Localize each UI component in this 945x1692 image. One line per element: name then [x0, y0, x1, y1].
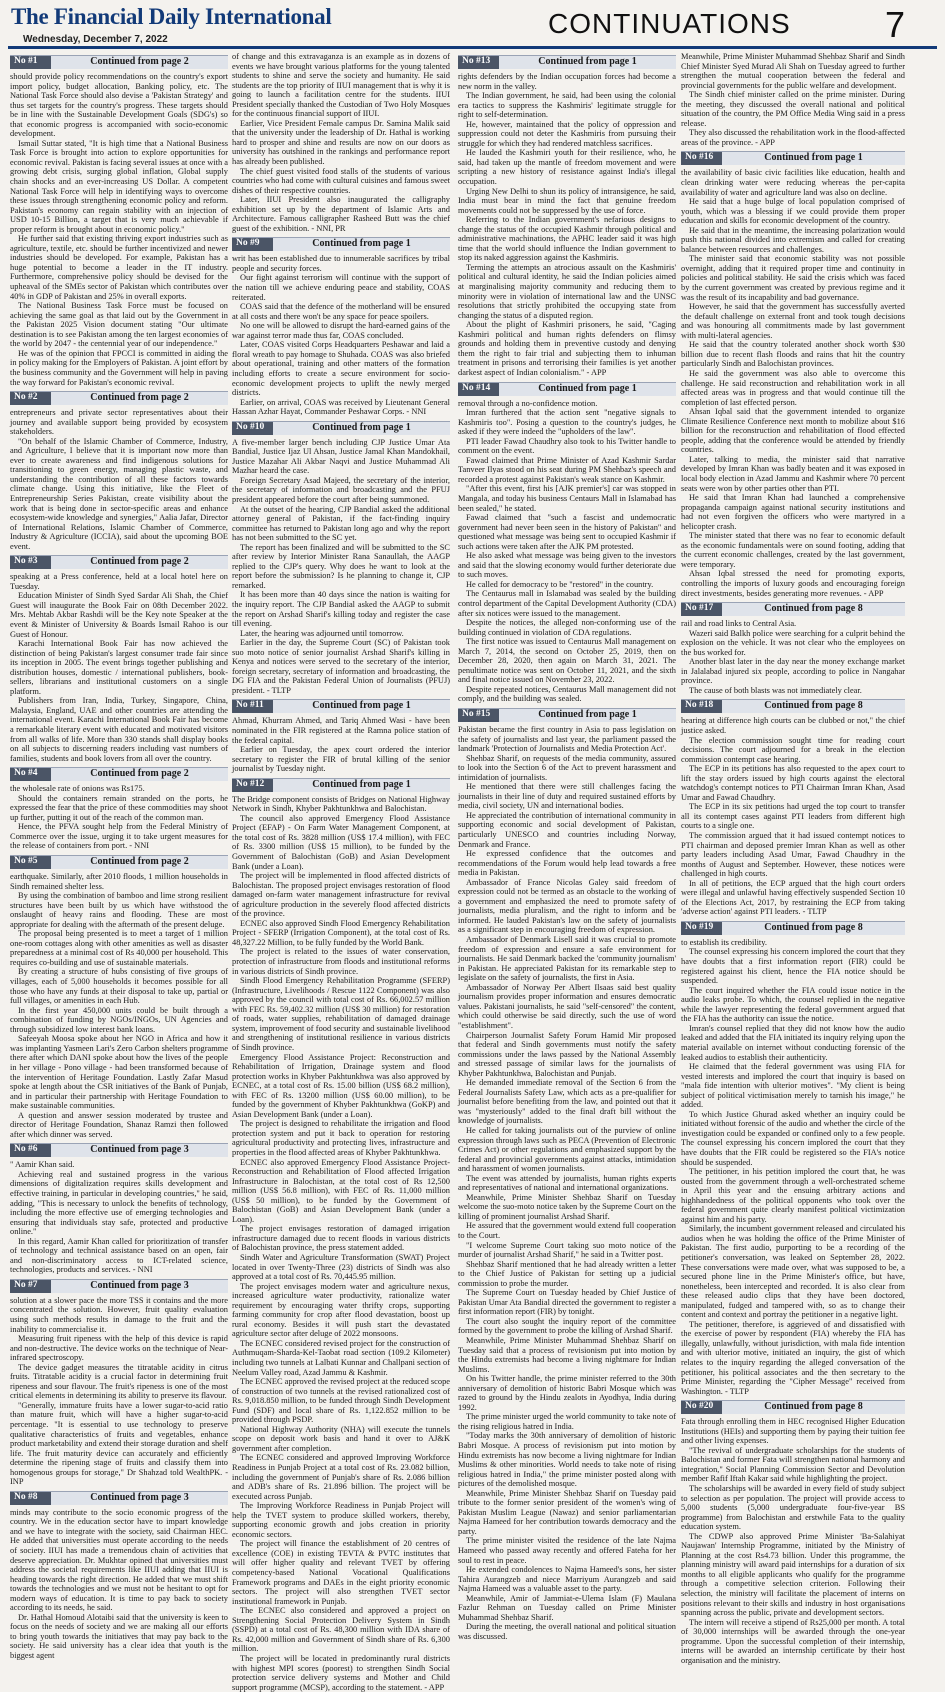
paragraph: of change and this extravaganza is an example as in dozens of events we have brought various platforms for the young talented students to shine and serve the society and humanity. He said students are the top priority of IIUI management that is why it is going to launch a facilitation centre for the students. IIUI President specially thanked the Custodian of Two Holy Mosques for the continuous financial support of IIUI. [232, 52, 450, 119]
paragraph: He called for taking journalists out of the purview of online expression through laws such as PECA (Prevention of Electronic Crimes Act) or other regulations and emphasized support by the federal and provincial governments against attacks, intimidation and harassment of women journalists. [458, 1125, 676, 1174]
article-body [10, 1296, 228, 1487]
continued-from-label: Continued from page 2 [51, 392, 228, 405]
paragraph: The National Business Task Force must be focused on achieving the same goal as that laid out by the Government in the Pakistan 2025 Vision document stating "Our ultimate destination is to see Pakistan among the ten largest economies of the world by 2047 - the centennial year of our independence." [10, 301, 228, 349]
paragraph: earthquake. Similarly, after 2010 floods, 1 million households in Sindh remained shelter less. [10, 872, 228, 891]
article-body [681, 716, 905, 916]
paragraph: Despite the notices, the alleged non-conforming use of the building continued in violation of CDA regulations. [458, 618, 676, 637]
paragraph: Publishers from Iran, India, Turkey, Singapore, China, Malaysia, England, UAE and other countries are attending the international event. Karachi International Book Fair has become a remarkable literary event with educated and motivated visitors from all walks of life. More than 330 stands shall display books on all subjects to discerning readers including vast numbers of families, students and book lovers from all over the country. [10, 696, 228, 763]
continued-from-label: Continued from page 1 [273, 422, 450, 435]
paragraph: He claimed that the federal government was using FIA for vested interests and implored the court that inquiry is based on "mala fide intention with ulterior motives". "My client is being subject of political victimisation merely to tarnish his image," he added. [681, 1062, 905, 1110]
paragraph: To which Justice Ghurad asked whether an inquiry could be initiated without forensic of the audio and whether the circle of the investigation could be expanded or confined only to a few people. The counsel expressing his concern implored the court that they have doubts that the FIR could be registered so the FIA's notice should be suspended. [681, 1109, 905, 1167]
paragraph: The petitioner, therefore, is aggrieved of and dissatisfied with the exercise of power by respondent (FIA) whereby the FIA has illegally, unlawfully, without jurisdiction, with mala fide intention and with ulterior motive, initiated an inquiry, the gist of which relates to the inquiry regarding the alleged conversation of the petitioner, his political associates and the then secretary to the Prime Minister, regarding the "Cipher Message" received from Washington. - TLTP [681, 1319, 905, 1396]
article-number: No #1 [10, 56, 51, 69]
paragraph: rail and road links to Central Asia. [681, 619, 797, 629]
paragraph: The counsel expressing his concern implored the court that they have doubts that a first information report (FIR) could be registered against his client, hence the FIA notice should be suspended. [681, 947, 905, 986]
continued-from-label: Continued from page 1 [499, 383, 676, 396]
article-number: No #15 [458, 709, 499, 722]
article-body [681, 52, 905, 147]
paragraph: entrepreneurs and private sector representatives about their journey and available support being provided by ecosystem stakeholders. [10, 408, 228, 437]
paragraph: The Bridge component consists of Bridges on National Highway Network in Sindh, Khyber Pakhtunkhwa and Balochistan. [232, 794, 450, 814]
article-number: No #7 [10, 1280, 51, 1293]
article [232, 778, 450, 1692]
column-4 [681, 52, 905, 1665]
article [10, 1143, 228, 1275]
article-body [232, 254, 450, 416]
paragraph: The project is designed to rehabilitate the irrigation and flood protection system and put it back to operation for restoring agricultural productivity and protecting lives, infrastructure and properties in the flood affected areas of Khyber Pakhtunkhwa. [232, 1119, 450, 1157]
paragraph: National Highway Authority (NHA) will execute the tunnels scope on deposit work basis and hand it over to AJ&K government after completion. [232, 1424, 450, 1453]
paragraph: The Indian government, he said, had been using the colonial era tactics to suppress the Kashmiris' legitimate struggle for right to self-determination. [458, 91, 676, 120]
paragraph: Measuring fruit ripeness with the help of this device is rapid and non-destructive. The device works on the technique of Near-infrared spectroscopy. [10, 1334, 228, 1363]
paragraph: Fata through enrolling them in HEC recognised Higher Education Institutions (HEIs) and supporting them by paying their tuition fee and other living expenses. [681, 1417, 905, 1446]
paragraph: "Today marks the 30th anniversary of demolition of historic Babri Mosque. A process of revisionism put into motion by Hindu extremists has now become a living nightmare for Indian Muslims & other minorities. World needs to take note of rising religious hatred in India," the prime minister posted along with pictures of the demolished mosque. [458, 1431, 676, 1489]
paragraph: The court inquired whether the FIA could issue notice in the audio leaks probe. To which, the counsel replied in the negative while the lawyer representing the federal government argued that the FIA has the authority can issue the notice. [681, 985, 905, 1024]
paragraph: rights defenders by the Indian occupation forces had become a new norm in the valley. [458, 72, 676, 91]
paragraph: Hence, the PFVA sought help from the Federal Ministry of Commerce over the issue, urging it to take urgent measures for the release of containers from port. - NNI [10, 822, 228, 851]
paragraph: He appreciated the contribution of international community in supporting economic and social development of Pakistan, particularly UNESCO and countries including Norway, Denmark and France. [458, 810, 676, 849]
paragraph: It has been more than 40 days since the nation is waiting for the inquiry report. The CJP Bandial asked the AAGP to submit the report on Arshad Sharif's killing today and register the case till evening. [232, 590, 450, 629]
article-body [232, 52, 450, 233]
paragraph: The council also approved Emergency Flood Assistance Project (EFAP) - On Farm Water Management Component, at the total cost of Rs. 3828 million (US$ 17.4 million), with FEC of Rs. 3300 million (US$ 15 million), to be funded by the Government of Balochistan (GoB) and Asian Development Bank (under a Loan). [232, 813, 450, 871]
article-number: No #13 [458, 56, 499, 69]
continuation-header [681, 699, 905, 713]
paragraph: Shehbaz Sharif mentioned that he had already written a letter to the Chief Justice of Pakistan for setting up a judicial commission to probe the murder. [458, 1259, 676, 1288]
paragraph: He mentioned that there were still challenges facing the journalists in their line of duty and required sustained efforts by media, civil society, UN and international bodies. [458, 782, 676, 811]
article-number: No #20 [681, 1401, 722, 1414]
article-number: No #19 [681, 922, 722, 935]
paragraph: The commission argued that it had issued contempt notices to PTI chairman and deposed premier Imran Khan as well as other party leaders including Asad Umar, Fawad Chaudhry in the months of August and September. However, these notices were challenged in high courts. [681, 831, 905, 879]
paragraph: Imran furthered that the action sent "negative signals to Kashmiris too". Posing a question to the country's judges, he asked if they were indeed the "upholders of the law". [458, 408, 676, 437]
paragraph: Referring to the Indian government's nefarious designs to change the status of the occupied Kashmir through political and administrative machinations, the APHC leader said it was high time that the world should influence the Indian government to stop its naked aggression against the Kashmiris. [458, 215, 676, 263]
paragraph: The petitioner, in his petition implored the court that, he was ousted from the government through a well-orchestrated scheme in April this year and the ensuing arbitrary actions and highhandedness of the political opponents who took over the federal government quite clearly manifest political victimization against him and his party. [681, 1167, 905, 1224]
paragraph: Education Minister of Sindh Syed Sardar Ali Shah, the Chief Guest will inaugurate the Book Fair on 08th December 2022. Mrs. Mehtab Akbar Rashdi will be the Key note Speaker at the event & Minister of University & Boards Ismail Rahoo is our Guest of Honour. [10, 591, 228, 639]
paragraph: Pakistan became the first country in Asia to pass legislation on the safety of journalists and last year, the parliament passed the landmark 'Protection of Journalists and Media Protection Act'. [458, 725, 676, 754]
continuation-header [10, 767, 228, 781]
article [10, 55, 228, 387]
paragraph: Emergency Flood Assistance Project: Reconstruction and Rehabilitation of Irrigation, Drainage system and flood protection works in Khyber Pakhtunkhwa was also approved by ECNEC, at a total cost of Rs. 15.00 billion (US$ 68.2 million), with FEC of Rs. 13200 million (US$ 60.00 million), to be funded by the government of Khyber Pakhtunkhwa (GoKP) and Asian Development Bank (under a Loan). [232, 1052, 450, 1119]
continued-from-label: Continued from page 1 [499, 56, 676, 69]
article-body [10, 1160, 228, 1275]
article [10, 555, 228, 763]
paragraph: Later, IIUI President also inaugurated the calligraphy exhibition set up by the department of Islamic Arts and Architecture. Famous calligrapher Rasheed Butt was the chief guest of the exhibition. - NNI, PR [232, 195, 450, 233]
article [10, 767, 228, 851]
masthead [8, 4, 937, 50]
article [232, 421, 450, 696]
article-number: No #11 [232, 700, 273, 713]
continuation-header [10, 1491, 228, 1505]
continuation-header [458, 708, 676, 722]
paragraph: solution at a slower pace the more TSS it contains and the more concentrated the solution. However, fruit quality evaluation using such methods results in damage to the fruit and the inability to commercialise it. [10, 1295, 228, 1334]
paragraph: writ has been established due to innumerable sacrifices by tribal people and security forces. [232, 254, 450, 273]
paragraph: should provide policy recommendations on the country's export import policy, budget allocation, Banking policy, etc. The National Task Force should also devise a 'Pakistan Strategy' and thus set targets for the country's progress. These targets should be in line with the Sustainable Development Goals (SDG's) so that economic progress is accompanied with socio-economic development. [10, 72, 228, 139]
paragraph: The project will be located in predominantly rural districts with highest MPI scores (poorest) to strengthen Sindh Social protection service delivery systems and Mother and Child support programme (MCSP), according to the statement. - APP [232, 1653, 450, 1692]
article-number: No #17 [681, 603, 722, 616]
article-body [10, 72, 228, 387]
paragraph: Meanwhile, Prime Minister Muhammad Shehbaz Sharif and Sindh Chief Minister Syed Murad Ali Shah on Tuesday agreed to further strengthen the mutual cooperation between the federal and provincial governments for the public welfare and development. [681, 52, 905, 90]
paragraph: COAS said that the defence of the motherland will be ensured at all costs and there won't be any space for peace spoilers. [232, 302, 450, 321]
continuation-header [681, 921, 905, 935]
paragraph: Earlier on Tuesday, the apex court ordered the interior secretary to register the FIR of brutal killing of the senior journalist by Tuesday night. [232, 745, 450, 774]
paragraph: Sindh Flood Emergency Rehabilitation Programme (SFERP) (Infrastructure, Livelihoods / Rescue 1122 Component) was also approved by the council with total cost of Rs. 66,002.57 million with FEC Rs. 59,402.32 million (US$ 30 million) for restoration of roads, water supplies, rehabilitation of damaged drainage system, improvement of food security and sustainable livelihood and strengthening of institutional resilience in various districts of Sindh province. [232, 976, 450, 1052]
article-body [232, 716, 450, 773]
article-body [681, 1417, 905, 1665]
paragraph: "On behalf of the Islamic Chamber of Commerce, Industry, and Agriculture, I believe that it is important now more than ever to create awareness and find indigenous solutions for transitioning to green energy, managing plastic waste, and understanding the contribution of all these factors towards climate change. Using this initiative, like the Fleet of Entrepreneurship Series Pakistan, create visibility about the work that is being done in sector-specific areas and enhance ecosystem-wide knowledge and synergies," Aalia Jafar, Director of International Relations, Islamic Chamber of Commerce, Industry & Agriculture (ICCIA), said about the upcoming BOE event. [10, 436, 228, 551]
paragraph: Similarly, the incumbent government released and circulated his audios when he was holding the office of the Prime Minister of Pakistan. The first audio, purporting to be a recording of the petitioner's conversation, was leaked on September 28, 2022. These conversations were made over, what was supposed to be, a secured phone line in the Prime Minister's office, but have, nonetheless, been intercepted and recorded. It is also clear from these released audio clips that they have been doctored, manipulated, fudged and tampered with, so as to change their content and context and portray the petitioner in a negative light. [681, 1224, 905, 1320]
article-number: No #9 [232, 238, 273, 251]
paragraph: "The revival of undergraduate scholarships for the students of Balochistan and former Fata will strengthen national harmony and integration," Social Planning Commission Sector and Devolution member Rafif Iftah Kakar said while highlighting the project. [681, 1445, 905, 1484]
paragraph: No one will be allowed to disrupt the hard-earned gains of the war against terror made thus far, COAS concluded. [232, 321, 450, 340]
paragraph: Meanwhile, Prime Minister Shehbaz Sharif on Tuesday paid tribute to the former senior president of the women's wing of Pakistan Muslim League (Nawaz) and senior parliamentarian Najma Hameed for her contribution towards democracy and the party. [458, 1488, 676, 1536]
paragraph: He extended condolences to Najma Hameed's sons, her sister Tahira Aurangzeb and niece Marriyum Aurangzeb and said Najma Hameed was a valuable asset to the party. [458, 1565, 676, 1594]
paragraph: Imran's counsel replied that they did not know how the audio leaked and added that the FIA initiated its inquiry relying upon the material available on internet without conducting forensic of the leaked audios to establish their authenticity. [681, 1023, 905, 1062]
paragraph: The ECNEC considered and approved Improving Workforce Readiness in Punjab Project at a total cost of Rs. 23.082 billion, including the government of Punjab's share of Rs. 2.086 billion and ADB's share of Rs. 21.896 billion. The project will be executed across Punjab. [232, 1453, 450, 1501]
continued-from-label: Continued from page 2 [51, 556, 228, 569]
paragraph: Urging New Delhi to shun its policy of intransigence, he said, India must bear in mind the fact that genuine freedom movements could not be suppressed by the use of force. [458, 186, 676, 215]
paragraph: The ECNEC also considered and approved a project on Strengthening Social Protection Delivery System in Sindh (SSPD) at a total cost of Rs. 48,300 million with IDA share of Rs. 42,000 million and Government of Sindh share of Rs. 6,300 million. [232, 1606, 450, 1654]
continuation-header [681, 602, 905, 616]
paragraph: The proposal being presented is to meet a target of 1 million one-room cottages along with other amenities as well as disaster preparedness at a minimal cost of Rs 40,000 per household. This requires co-building and use of sustainable materials. [10, 929, 228, 967]
article-body [458, 72, 676, 378]
article-body [10, 408, 228, 551]
continued-from-label: Continued from page 1 [273, 779, 450, 792]
paragraph: In this regard, Aamir Khan called for prioritization of transfer of technology and technical assistance based on an open, fair and non-discriminatory access to ICT-related science, technologies, products and services. - NNI [10, 1236, 228, 1275]
continued-from-label: Continued from page 8 [722, 603, 905, 616]
paragraph: the availability of basic civic facilities like education, health and clean drinking water were reducing whereas the per-capita availability of water and agriculture land was also on decline. [681, 168, 905, 197]
paragraph: He further said that existing thriving export industries such as agriculture, textile, etc. should be further incentivized and newer industries should be developed. For example, Pakistan has a huge potential to become a leader in the IT industry. Furthermore, comprehensive policy should be devised for the upheaval of the SMEs sector of Pakistan which contributes over 40% in GDP of Pakistan and 25% in overall exports. [10, 234, 228, 301]
paragraph: Meanwhile, Prime Minister Shehbaz Sharif on Tuesday welcome the suo-moto notice taken by the Supreme Court on the killing of prominent journalist Arshad Sharif. [458, 1192, 676, 1221]
paragraph: The Supreme Court on Tuesday headed by Chief Justice of Pakistan Umar Ata Bandial directed the government to register a first information report (FIR) by tonight. [458, 1288, 676, 1317]
paragraph: "After this event, first his [AJK premier's] car was stopped in Mangala, and today his business Centaurs Mall in Islamabad has been sealed," he stated. [458, 484, 676, 513]
continuation-header [10, 55, 228, 69]
continued-from-label: Continued from page 1 [499, 709, 676, 722]
article-number: No #12 [232, 779, 273, 792]
paragraph: He assured that the government would extend full cooperation to the Court. [458, 1221, 676, 1240]
continuation-header [458, 382, 676, 396]
article [681, 699, 905, 916]
article [681, 151, 905, 598]
paragraph: Earlier in the day, the Supreme Court (SC) of Pakistan took suo moto notice of senior journalist Arshad Sharif's killing in Kenya and notices were served to the secretary of the interior, foreign secretary, secretary of information and broadcasting, the DG FIA and the Pakistan Federal Union of Journalists (PFUJ) president. - TLTP [232, 638, 450, 695]
article-number: No #18 [681, 700, 722, 713]
paragraph: He said that a huge bulge of local population comprised of youth, which was a blessing if we could provide them proper education and skills for economic development of the country. [681, 197, 905, 226]
paragraph: speaking at a Press conference, held at a local hotel here on Tuesday. [10, 572, 228, 591]
article-body [10, 784, 228, 851]
article-number: No #2 [10, 392, 51, 405]
paragraph: Later, the hearing was adjourned until tomorrow. [240, 628, 404, 638]
paragraph: A five-member larger bench including CJP Justice Umar Ata Bandial, Justice Ijaz Ul Ahsan, Justice Jamal Khan Mandokhail, Justice Mazahar Ali Akbar Naqvi and Justice Muhammad Ali Mazhar heard the case. [232, 437, 450, 476]
paragraph: Another blast later in the day near the money exchange market in Jalalabad injured six people, according to police in Nangahar province. [681, 657, 905, 686]
article [10, 391, 228, 551]
paragraph: The scholarships will be awarded in every field of study subject to selection as per population. The project will provide access to 5,000 students (5,000 undergraduate four-five-year BS programme) from Balochistan and erstwhile Fata to the quality education system. [681, 1484, 905, 1532]
article-number: No #16 [681, 152, 722, 165]
paragraph: The Improving Workforce Readiness in Punjab Project will help the TVET system to produce skilled workers, thereby, supporting economic growth and jobs creation in priority economic sectors. [232, 1501, 450, 1539]
paragraph: Meanwhile, Amir of Jammiat-e-Ulema Islam (F) Maulana Fazlur Rehman on Tuesday called on Prime Minister Muhammad Shehbaz Sharif. [458, 1593, 676, 1622]
continued-from-label: Continued from page 2 [51, 856, 228, 869]
continuation-header [10, 391, 228, 405]
paragraph: Achieving real and sustained progress in the various dimensions of digitalization requires skills development and effective training, in particular in developing countries," he said, adding, "This is necessary to unlock the benefits of technology, including the more effective use of emerging technologies and ensuring that individuals stay safe, protected and productive online." [10, 1169, 228, 1237]
paragraph: The project envisages modern water and agriculture nexus, increased agriculture water productivity, rationalize water requirement by encouraging water thrifty crops, supporting farming community for crop after flood devastation, boost up rural economy. Besides it will push start the devastated agriculture sector after deluge of 2022 monsoons. [232, 1281, 450, 1339]
paragraph: At the outset of the hearing, CJP Bandial asked the additional attorney general of Pakistan, if the fact-finding inquiry committee has returned to Pakistan long ago and why the report has not been submitted to the SC yet. [232, 504, 450, 543]
continuation-header [232, 237, 450, 251]
paragraph: ECNEC also approved Emergency Flood Assistance Project-Reconstruction and Rehabilitation of Flood affected Irrigation Infrastructure in Balochistan, at the total cost of Rs 12,500 million (US$ 56.8 million), with FEC of Rs. 11,000 million (US$ 50 million), to be funded by the Government of Balochistan (GoB) and Asian Development Bank (under a Loan). [232, 1157, 450, 1224]
paragraph: In the first year 450,000 units could be built through a combination of funding by NGOs/INGOs, UN Agencies and through subsidized low interest bank loans. [10, 1005, 228, 1034]
paragraph: Our fight against terrorism will continue with the support of the nation till we achieve enduring peace and stability, COAS reiterated. [232, 273, 450, 302]
paragraph: The CDWP also approved Prime Minister 'Ba-Salahiyat Naujawan' Internship Programme, initiated by the Ministry of Planning at the cost Rs4.73 billion. Under this programme, the planning ministry will award paid internships for a duration of six months to all eligible applicants who qualify for the programme through a competitive selection criterion. Following their selection, the ministry will facilitate the placement of interns on positions relevant to their skills and industry in host organisations spanning across the public, private and development sectors. [681, 1531, 905, 1618]
article [232, 699, 450, 773]
paragraph: Later, COAS visited Corps Headquarters Peshawar and laid a floral wreath to pay homage to Shuhada. COAS was also briefed about operational, training and other matters of the formation including efforts to create a secure environment for socio-economic development projects to uplift the newly merged districts. [232, 340, 450, 398]
paragraph: The project will finance the establishment of 20 centres of excellence (COE) in existing TEVTA & PVTC institutes that will offer higher quality and relevant TVET by offering competency-based National Vocational Qualifications Framework programs and DAEs in the eight priority economic sectors. The project will also strengthen TVET sector institutional framework in Punjab. [232, 1539, 450, 1606]
continued-from-label: Continued from page 2 [51, 56, 228, 69]
article-number: No #3 [10, 556, 51, 569]
article-body [232, 438, 450, 696]
continuation-header [10, 555, 228, 569]
paragraph: Should the containers remain stranded on the ports, he expressed the fear that the price of these commodities may shoot up further, putting it out of the reach of the common man. [10, 793, 228, 822]
article [681, 921, 905, 1396]
paragraph: removal through a no-confidence motion. [458, 398, 598, 408]
continuation-header [232, 699, 450, 713]
continued-from-label: Continued from page 1 [273, 238, 450, 251]
article-body [10, 872, 228, 1139]
continued-from-label: Continued from page 8 [722, 1401, 905, 1414]
paragraph: Terming the attempts an atrocious assault on the Kashmiris' political and cultural identity, he said the Indian policies aimed at marginalising majority community and reducing them to minority were in violation of international law and the UNSC resolutions that strictly prohibited the occupying state from changing the status of a disputed region. [458, 262, 676, 320]
continued-from-label: Continued from page 3 [51, 1492, 228, 1505]
paragraph: Dr. Hathal Homoud Alotaibi said that the university is keen to focus on the needs of society and we are making all our efforts to bring youth towards the initiatives that may pay back to the society. He said university has a clear idea that youth is the biggest agent [10, 1612, 228, 1661]
article-body [232, 795, 450, 1692]
paragraph: Ahsan Iqbal stressed the need for promoting exports, controlling the imports of luxury goods and encouraging foreign direct investments, besides generating more revenues. - APP [681, 569, 905, 598]
article [232, 237, 450, 416]
paragraph: The project envisages restoration of damaged irrigation infrastructure damaged due to recent floods in various districts of Balochistan province, the press statement added. [232, 1224, 450, 1253]
article-number: No #10 [232, 422, 273, 435]
paragraph: About the plight of Kashmiri prisoners, he said, "Caging Kashmiri political and human rights defenders on flimsy grounds and holding them in preventive custody and denying them the right to fair trial and subjecting them to inhuman treatment in prisons and terrorising their families is yet another darkest aspect of Indian colonialism." - APP [458, 320, 676, 377]
paragraph: However, he said that the government has successfully averted the default challenge on external front and took tough decisions and was honouring all commitments made by last government with multi-lateral agencies. [681, 302, 905, 340]
paragraph: A question and answer session moderated by trustee and director of Heritage Foundation, Shanaz Ramzi then followed after which dinner was served. [10, 1110, 228, 1139]
article [10, 1279, 228, 1487]
paragraph: ECNEC also approved Sindh Flood Emergency Rehabilitation Project - SFERP (Irrigation Component), at the total cost of Rs. 48,327.22 Million, to be fully funded by the World Bank. [232, 918, 450, 947]
paragraph: He, however, maintained that the policy of oppression and suppression could not deter the Kashmiris from pursuing their struggle for which they had rendered matchless sacrifices. [458, 119, 676, 148]
paragraph: "Generally, immature fruits have a lower sugar-to-acid ratio than mature fruit, which will have a higher sugar-to-acid percentage. "It is essential to use technology to preserve qualitative characteristics of fruits and vegetables, enhance product marketability and extend their storage duration and shelf life. The fruit maturity device can accurately and efficiently determine the ripening stage of fruits and classify them into homogenous groups for storage," Dr Shahzad told WealthPK. - INP [10, 1400, 228, 1487]
paragraph: "I welcome Supreme Court taking suo moto notice of the murder of journalist Arshad Sharif," he said in a Twitter post. [458, 1240, 676, 1260]
paragraph: The device gadget measures the titratable acidity in citrus fruits. Titratable acidity is a crucial factor in determining fruit ripeness and sour flavour. The fruit's ripeness is one of the most critical elements in determining its ability to preserve its flavour. [10, 1362, 228, 1401]
paragraph: The ECP in its petitions has also requested to the apex court to lift the stay orders issued by high courts against the electoral watchdog's contempt notices to PTI Chairman Imran Khan, Asad Umar and Fawad Chaudhry. [681, 764, 905, 802]
article [458, 382, 676, 705]
paragraph: He said that Imran Khan had launched a comprehensive propaganda campaign against national security institutions and had not even forgiven the officers who were martyred in a helicopter crash. [681, 493, 905, 531]
paragraph: The event was attended by journalists, human rights experts and representatives of national and international organizations. [458, 1173, 676, 1193]
paragraph: The ECNEC approved the revised project at the reduced scope of construction of two tunnels at the revised rationalized cost of Rs. 9,018.850 million, to be funded through Sindh Development Fund (SDF) and local share of Rs. 1,122.852 million to be provided through PSDP. [232, 1377, 450, 1425]
paragraph: Sindh Water and Agriculture Transformation (SWAT) Project located in over Twenty-Three (23) districts of Sindh was also approved at a total cost of Rs. 70,445.95 million. [232, 1252, 450, 1282]
paragraph: Meanwhile, Prime Minister Muhammad Shehbaz Sharif on Tuesday said that a process of revisionism put into motion by the Hindu extremists had become a living nightmare for Indian Muslims. [458, 1336, 676, 1374]
page-number: 7 [885, 4, 906, 45]
paragraph: He was of the opinion that FPCCI is committed in aiding the in policy making for the Employers of Pakistan. A joint effort by the business community and the Government will help in paving the way forward for Pakistan's economic revival. [10, 348, 228, 387]
continuation-header [681, 151, 905, 165]
paragraph: The court also sought the inquiry report of the committee formed by the government to probe the killing of Arshad Sharif. [458, 1316, 676, 1336]
paragraph: Karachi International Book Fair has now achieved the distinction of being Pakistan's largest consumer trade fair since its inception in 2005. The event brings together publishing and distribution houses, domestic / international publishers, book-sellers, librarians and institutional customers on a single platform. [10, 639, 228, 696]
newspaper-name: The Financial Daily International [11, 4, 332, 29]
paragraph: the wholesale rate of onions was Rs175. [10, 784, 145, 794]
paragraph: The election commission sought time for reading court decisions. The court adjourned for a break in the election commission contempt case hearing. [681, 735, 905, 764]
continuation-header [10, 855, 228, 869]
paragraph: PTI leader Fawad Chaudhry also took to his Twitter handle to comment on the event. [458, 436, 676, 456]
article-number: No #14 [458, 383, 499, 396]
paragraph: hearing at difference high courts can be clubbed or not," the chief justice asked. [681, 716, 905, 735]
paragraph: He said that the country tolerated another shock worth $30 billion due to recent flash floods and rains that hit the country particularly Sindh and Balochistan provinces. [681, 340, 905, 369]
article [10, 855, 228, 1139]
paragraph: The intern will receive a stipend of Rs25,000 per month. A total of 30,000 internships will be awarded through the one-year programme. Upon the successful completion of their internship, interns will be awarded an internship certificate by their host organisation and the ministry. [681, 1617, 905, 1665]
article-body [458, 725, 676, 1642]
paragraph: Ambassador of France Nicolas Galey said freedom of expression could not be termed as an obstacle to the working of a government and emphasized the need to promote safety of journalists, media pluralism, and the right to inform and be informed. He lauded Pakistan's law on the safety of journalists as a significant step in encouraging freedom of expression. [458, 877, 676, 935]
continued-from-label: Continued from page 1 [722, 152, 905, 165]
paragraph: to establish its credibility. [681, 937, 767, 947]
continued-from-label: Continued from page 8 [722, 922, 905, 935]
paragraph: The prime minister visited the residence of the late Najma Hameed who passed away recently and offered Fateha for her soul to rest in peace. [458, 1536, 676, 1565]
paragraph: Ahsan Iqbal said that the government intended to organize Climate Resilience Conference next month to mobilize about $16 billion for the reconstruction and rehabilitation of flood effected people, adding that the conference would be attended by friendly countries. [681, 407, 905, 455]
paragraph: " Aamir Khan said. [10, 1160, 75, 1170]
section-title: CONTINUATIONS [548, 8, 791, 39]
paragraph: Foreign Secretary Asad Majeed, the secretary of the interior, the secretary of information and broadcasting and the PFUJ president appeared before the court after being summoned. [232, 475, 450, 504]
continuation-header [10, 1279, 228, 1293]
paragraph: By creating a structure of hubs consisting of five groups of villages, each of 5,000 households it becomes possible for all those who have any funds at their disposal to take up, partial or full villages, or amenities in each Hub. [10, 967, 228, 1006]
article-number: No #6 [10, 1144, 51, 1157]
article-body [458, 399, 676, 705]
paragraph: The minister stated that there was no fear to economic default as the economic fundamentals were on sound footing, adding that the current economic challenges, created by the last government, were temporary. [681, 531, 905, 569]
paragraph: He lauded the Kashmiri youth for their resilience, who, he said, had taken up the mantle of freedom movement and were scripting a new history of resistance against India's illegal occupation. [458, 148, 676, 187]
paragraph: The minister said that economic stability was not possible overnight, adding that it required proper time and continuity in policies and political stability. He said the crisis which was faced by the current government was created by previous regime and it was the result of its incapability and bad governance. [681, 254, 905, 302]
paragraph: Ambassador of Norway Per Albert Ilsaas said best quality journalism provides proper information and ensures democratic values. Pakistani journalists, he said "self-censored" the content, which could otherwise be said directly, such the use of word "establishment". [458, 982, 676, 1030]
paragraph: Despite repeated notices, Centaurus Mall management did not comply, and the building was sealed. [458, 684, 676, 704]
paragraph: The first notice was issued to Centaurus Mall management on March 7, 2014, the second on October 25, 2019, then on December 28, 2020, then again on March 31, 2021. The penultimate notice was sent on October 11, 2021, and the sixth and final notice issued on November 23, 2022. [458, 637, 676, 685]
article [458, 708, 676, 1642]
article [681, 52, 905, 147]
article-body [10, 1508, 228, 1661]
paragraph: The chief guest visited food stalls of the students of various countries who had come with cultural cuisines and famous sweet dishes of their respective countries. [232, 166, 450, 195]
continuation-header [232, 421, 450, 435]
article-body [681, 168, 905, 598]
article [232, 52, 450, 233]
continued-from-label: Continued from page 1 [273, 700, 450, 713]
paragraph: The prime minister urged the world community to take note of the rising religious hatred in India. [458, 1412, 676, 1431]
article-number: No #8 [10, 1492, 51, 1505]
paragraph: In all of petitions, the ECP argued that the high court orders were illegal and unlawful having effectively suspended Section 10 of the Elections Act, 2017, by restraining the ECP from taking 'adverse action' against PTI leaders. - TLTP [681, 878, 905, 917]
paragraph: He expressed confidence that the outcomes and recommendations of the Forum would help lead towards a free media in Pakistan. [458, 849, 676, 878]
article-body [681, 619, 905, 695]
paragraph: minds may contribute to the socio economic progress of the country. We in the education sector have to impart knowledge and we have to integrate with the society, said Chairman HEC. He added that universities must operate according to the needs of society. IIUI has made a tremendous chain of activities that deserve appreciation. Dr. Mukhtar opined that universities must address the societal requirements like IIUI adding that IIUI is heading towards the right direction. He added that we must shift towards the technologies and we must not be hesitant to opt for modern ways of education. It is time to pay back to society according to its needs, he said. [10, 1507, 228, 1613]
continued-from-label: Continued from page 3 [51, 1144, 228, 1157]
paragraph: The Centaurus mall in Islamabad was sealed by the building control department of the Capital Development Authority (CDA) after six notices were issued to the management. [458, 589, 676, 618]
paragraph: The project is related to the issues of water conservation, protection of infrastructure from floods and institutional reforms in various districts of Sindh province. [232, 947, 450, 976]
paragraph: During the meeting, the overall national and political situation was discussed. [458, 1622, 676, 1641]
paragraph: Wazeri said Balkh police were searching for a culprit behind the explosion on the vehicle. It was not clear who the employees on the bus worked for. [681, 628, 905, 657]
paragraph: The project will be implemented in flood affected districts of Balochistan. The proposed project envisages restoration of flood damaged on-farm water management infrastructure for revival of agriculture production in the severely flood affected districts of the province. [232, 871, 450, 919]
paragraph: The ECNEC considered revised project for the construction of Authmuqam-Sharda-Kel-Taobat road section (109.2 Kilometer) including two tunnels at Lalbati Kunnar and Challpani section of Neelum Valley road, Azad Jammu & Kashmir. [232, 1338, 450, 1377]
continuation-header [458, 55, 676, 69]
paragraph: Chairperson Journalist Safety Forum Hamid Mir proposed that federal and Sindh governments must notify the safety commissions under the laws passed by the National Assembly and stressed passage of similar laws for the journalists of Khyber Pakhtunkhwa, Balochistan and Punjab. [458, 1030, 676, 1078]
column-2 [232, 52, 450, 1692]
paragraph: Earlier, Vice President Female campus Dr. Samina Malik said that the university under the leadership of Dr. Hathal is working hard to prosper and shine and results are now on our doors as university has outshined in the rankings and performance report has already been published. [232, 118, 450, 167]
paragraph: By using the combination of bamboo and lime strong resilient structures have been built by us which have withstood the onslaught of heavy rains and flooding. These are most appropriate for dealing with the aftermath of the present deluge. [10, 891, 228, 929]
article [458, 55, 676, 378]
continuation-header [681, 1400, 905, 1414]
paragraph: Safeeyah Moosa spoke about her NGO in Africa and how it was implanting Yasmeen Lari's Zero Carbon shelters programme there after which DANI spoke about how the lives of the people in her village - Pono village - had been transformed because of the intervention of Heritage Foundation. Lastly Zafar Masud spoke at length about the CSR initiatives of the Bank of Punjab, and in particular their partnership with Heritage Foundation to make sustainable communities. [10, 1034, 228, 1111]
paragraph: He demanded immediate removal of the Section 6 from the Federal Journalists Safety Law, which acts as a pre-qualifier for journalist before benefiting from the law, and pointed out that it was "mysteriously" added to the final draft bill without the knowledge of journalists. [458, 1078, 676, 1126]
paragraph: They also discussed the rehabilitation work in the flood-affected areas of the province. - APP [681, 128, 905, 147]
paragraph: The cause of both blasts was not immediately clear. [689, 685, 862, 695]
article-number: No #5 [10, 856, 51, 869]
article-body [681, 938, 905, 1396]
paragraph: Fawad claimed that Prime Minister of Azad Kashmir Sardar Tanveer Ilyas stood on his seat during PM Shehbaz's speech and recorded a protest against Pakistan's weak stance on Kashmir. [458, 455, 676, 484]
paragraph: Shehbaz Sharif, on requests of the media community, assured to look into the Section 6 of the Act to prevent harassment and intimidation of journalists. [458, 753, 676, 782]
paragraph: He said the government was also able to overcome this challenge. He said reconstruction and rehabilitation work in all affected areas was in progress and that would continue till the completion of last effected person. [681, 368, 905, 407]
paragraph: Earlier, on arrival, COAS was received by Lieutenant General Hassan Azhar Hayat, Commander Peshawar Corps. - NNI [232, 397, 450, 417]
paragraph: The ECP in its six petitions had urged the top court to transfer all its contempt cases against PTI leaders from different high courts to a single one. [681, 802, 905, 831]
column-1 [10, 52, 228, 1661]
paragraph: Ahmad, Khurram Ahmed, and Tariq Ahmed Wasi - have been nominated in the FIR registered at the Ramna police station of the federal capital. [232, 716, 450, 745]
masthead-rule [8, 46, 937, 49]
paragraph: The report has been finalized and will be submitted to the SC after review by Interior Minister Rana Sanaullah, the AAGP replied to the CJP's query. Why does he want to look at the report before the submission? Is he planning to change it, CJP remarked. [232, 542, 450, 590]
article-body [10, 572, 228, 763]
continued-from-label: Continued from page 3 [51, 1280, 228, 1293]
paragraph: He said that in the meantime, the increasing polarization would push this national divided into extremism and called for creating balance between resources and challenges. [681, 225, 905, 254]
continuation-header [10, 1143, 228, 1157]
continued-from-label: Continued from page 8 [722, 700, 905, 713]
paragraph: He called for democracy to be "restored" in the country. [466, 579, 654, 589]
continued-from-label: Continued from page 2 [51, 768, 228, 781]
issue-date: Wednesday, December 7, 2022 [23, 34, 168, 45]
article [681, 602, 905, 695]
article [10, 1491, 228, 1661]
paragraph: Ambassador of Denmark Lisell said it was crucial to promote freedom of expression and ensure a safe environment for journalists. He said Denmark backed the 'community journalism' in Pakistan. He appreciated Pakistan for its remarkable step to legislate on the safety of journalists, the first in Asia. [458, 935, 676, 983]
paragraph: Later, talking to media, the minister said that narrative developed by Imran Khan was badly beaten and it was exposed in local body election in Azad Jammu and Kashmir where 70 percent seats were won by other parties other than PTI. [681, 454, 905, 493]
paragraph: On his Twitter handle, the prime minister referred to the 30th anniversary of demolition of historic Babri Mosque which was razed to ground by the Hindu zealots in Ayodhya, India during 1992. [458, 1374, 676, 1412]
paragraph: He also asked what message was being given to the investors and said that the slowing economy would further deteriorate due to such moves. [458, 551, 676, 580]
article-number: No #4 [10, 768, 51, 781]
article [681, 1400, 905, 1665]
paragraph: The Sindh chief minister called on the prime minister. During the meeting, they discussed the overall national and political situation of the country, the PM Office Media Wing said in a press release. [681, 90, 905, 128]
continuation-header [232, 778, 450, 792]
column-3 [458, 52, 676, 1641]
paragraph: Ismail Suttar stated, "It is high time that a National Business Task Force is brought into action to explore opportunities for economic revival. Pakistan is facing several issues at once with a growing debt crisis, surging global inflation, Global supply chain shocks and an ever-increasing US Dollar. A competent National Task Force will help in identifying ways to overcome these issues through strengthening economic policy and reform. Pakistan's economy can regain stability with an injection of USD 10-15 Billion, a target that is very much achievable if proper reform is brought about in economic policy." [10, 138, 228, 234]
paragraph: Fawad claimed that "such a fascist and undemocratic government had never been seen in the history of Pakistan" and questioned what message was being sent to occupied Kashmir if such actions were taken after the AJK PM protested. [458, 513, 676, 551]
